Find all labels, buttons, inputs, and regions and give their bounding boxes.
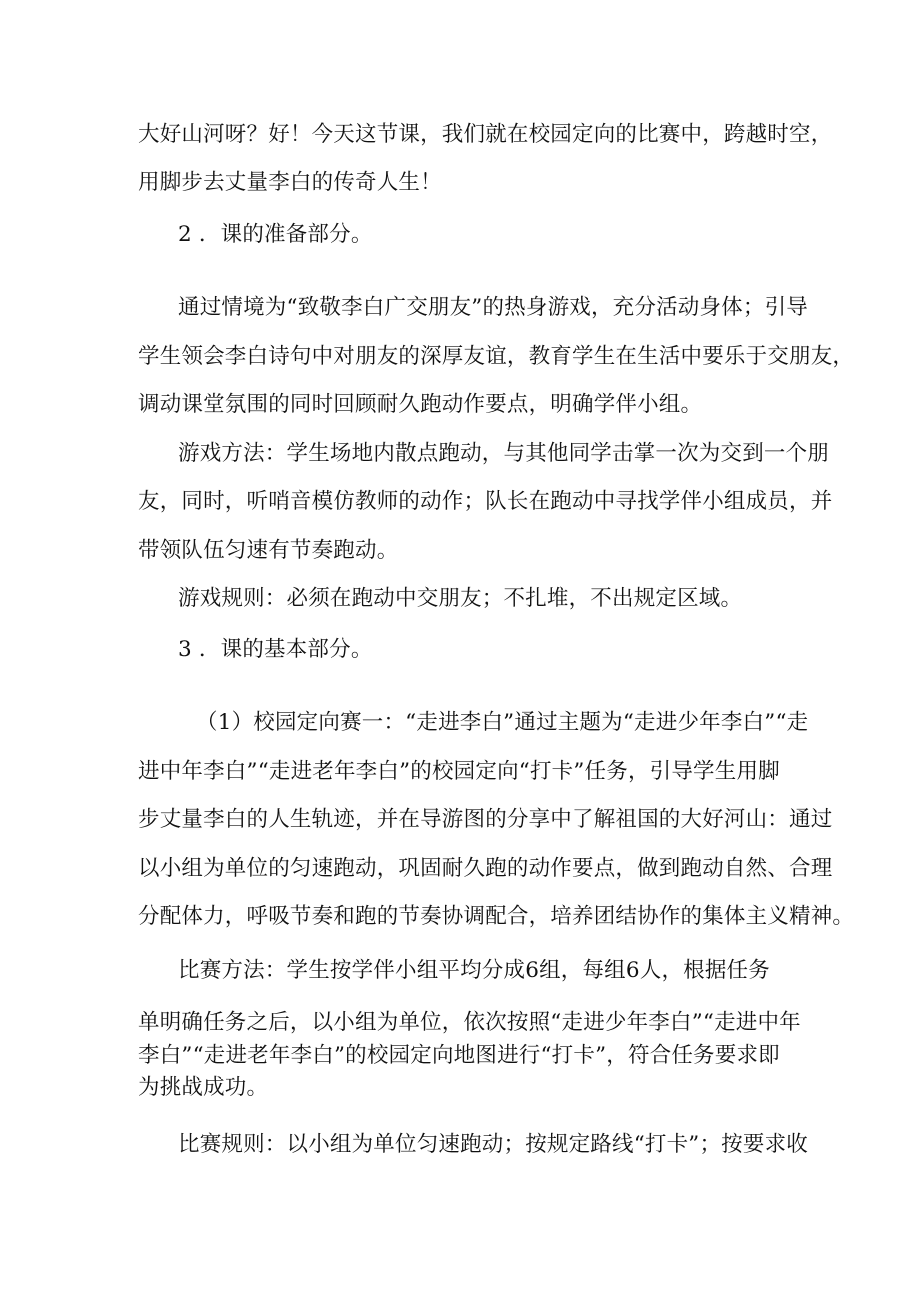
text-line: 带领队伍匀速有节奏跑动。 bbox=[138, 538, 399, 563]
text-line: 用脚步去丈量李白的传奇人生！ bbox=[138, 170, 442, 195]
text-line: 游戏规则：必须在跑动中交朋友；不扎堆，不出规定区域。 bbox=[178, 586, 743, 611]
text-line: 分配体力，呼吸节奏和跑的节奏协调配合，培养团结协作的集体主义精神。 bbox=[138, 904, 855, 929]
section-heading: 3 ．课的基本部分。 bbox=[178, 637, 373, 662]
text-line: 步丈量李白的人生轨迹，并在导游图的分享中了解祖国的大好河山：通过 bbox=[138, 807, 833, 832]
section-heading: 2 ．课的准备部分。 bbox=[178, 222, 373, 247]
text-line: 比赛方法：学生按学伴小组平均分成6组，每组6人，根据任务 bbox=[178, 958, 770, 983]
text-line: 调动课堂氛围的同时回顾耐久跑动作要点，明确学伴小组。 bbox=[138, 392, 703, 417]
text-line: 友，同时，听哨音模仿教师的动作；队长在跑动中寻找学伴小组成员，并 bbox=[138, 489, 833, 514]
text-line: 比赛规则：以小组为单位匀速跑动；按规定路线“打卡”；按要求收 bbox=[178, 1132, 808, 1157]
text-line: 单明确任务之后，以小组为单位，依次按照“走进少年李白”“走进中年 bbox=[138, 1010, 801, 1035]
text-line: 以小组为单位的匀速跑动，巩固耐久跑的动作要点，做到跑动自然、合理 bbox=[138, 856, 833, 881]
text-line: 李白”“走进老年李白”的校园定向地图进行“打卡”，符合任务要求即 bbox=[138, 1043, 780, 1068]
text-line: 学生领会李白诗句中对朋友的深厚友谊，教育学生在生活中要乐于交朋友， bbox=[138, 344, 855, 369]
text-line: 游戏方法：学生场地内散点跑动，与其他同学击掌一次为交到一个朋 bbox=[178, 441, 830, 466]
text-line: 大好山河呀？好！今天这节课，我们就在校园定向的比赛中，跨越时空， bbox=[138, 122, 833, 147]
text-line: 进中年李白”“走进老年李白”的校园定向“打卡”任务，引导学生用脚 bbox=[138, 759, 780, 784]
text-line: 通过情境为“致敬李白广交朋友”的热身游戏，充分活动身体；引导 bbox=[178, 295, 808, 320]
text-line: （1）校园定向赛一：“走进李白”通过主题为“走进少年李白”“走 bbox=[196, 710, 809, 735]
text-line: 为挑战成功。 bbox=[138, 1075, 269, 1100]
